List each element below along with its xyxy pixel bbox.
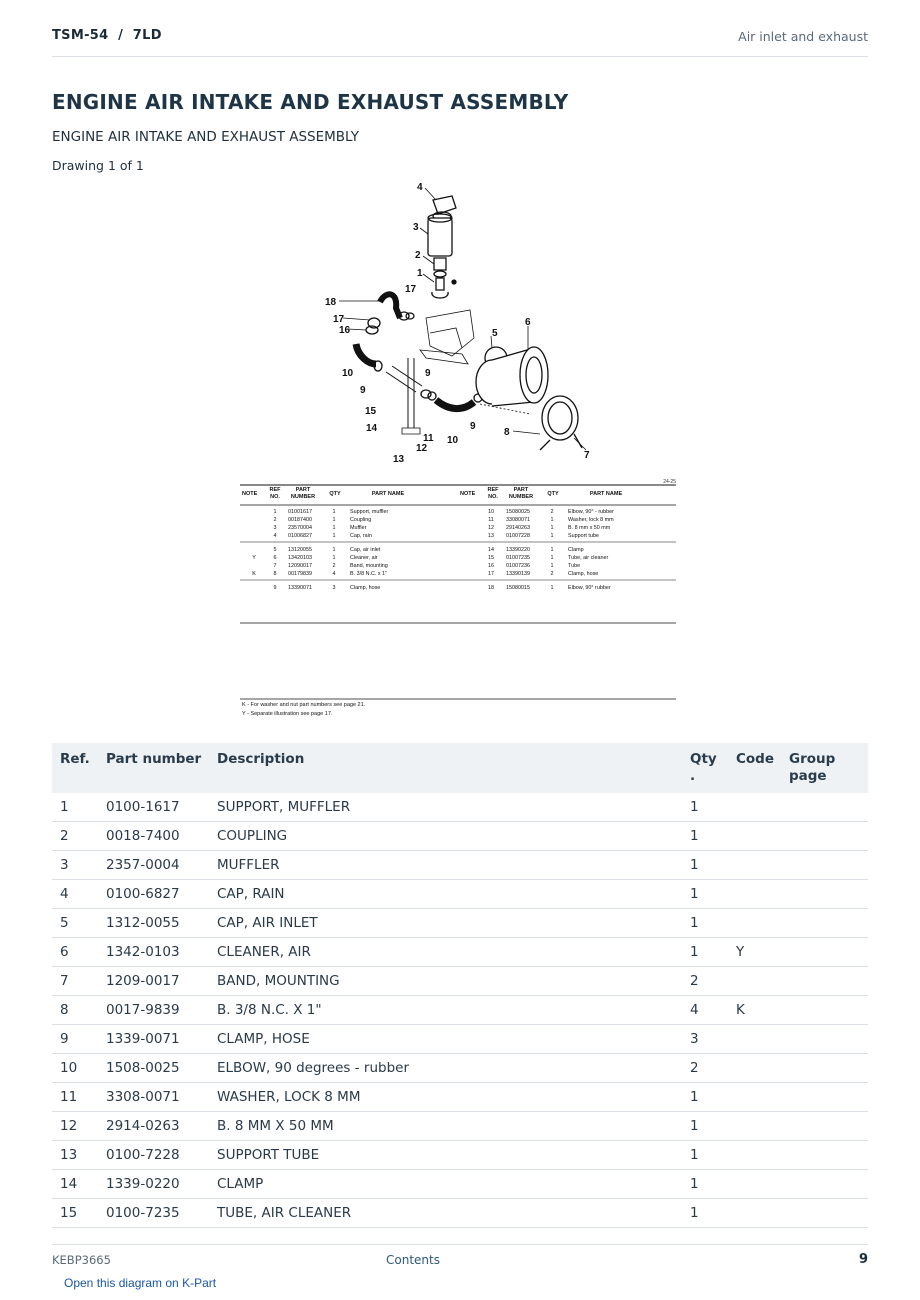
callout-16: 16 [339, 325, 351, 336]
row-group-page [781, 1025, 868, 1054]
callout-10: 10 [447, 435, 459, 446]
row-code [728, 822, 781, 851]
mini-cell-ref: 6 [273, 555, 277, 561]
drawing-illustration [356, 196, 582, 450]
row-ref: 2 [52, 822, 98, 851]
row-qty: 1 [682, 909, 728, 938]
callout-7: 7 [584, 450, 590, 461]
table-row [52, 1199, 868, 1228]
mini-cell-part: 15080025 [506, 509, 530, 515]
row-ref: 12 [52, 1112, 98, 1141]
mini-cell-qty: 1 [332, 547, 336, 553]
row-ref: 3 [52, 851, 98, 880]
row-qty: 1 [682, 880, 728, 909]
row-ref: 15 [52, 1199, 98, 1228]
mini-cell-ref: 12 [488, 525, 494, 531]
mini-cell-name: Clamp [568, 547, 584, 553]
mini-cell-ref: 15 [488, 555, 494, 561]
mini-cell-name: Elbow, 90° - rubber [568, 509, 614, 515]
row-group-page [781, 1083, 868, 1112]
row-qty: 2 [682, 1054, 728, 1083]
row-code [728, 1112, 781, 1141]
row-code: K [728, 996, 781, 1025]
mini-cell-qty: 1 [332, 509, 336, 515]
mini-cell-ref: 13 [488, 533, 494, 539]
callout-17: 17 [405, 284, 417, 295]
callout-2: 2 [415, 250, 421, 261]
mini-head-note: NOTE [460, 491, 476, 497]
row-description: CAP, RAIN [209, 880, 682, 909]
mini-cell-ref: 7 [273, 563, 277, 569]
row-group-page [781, 909, 868, 938]
row-code [728, 880, 781, 909]
mini-cell-part: 13390220 [506, 547, 530, 553]
callout-11: 11 [423, 433, 434, 444]
row-group-page [781, 1170, 868, 1199]
row-ref: 8 [52, 996, 98, 1025]
mini-cell-qty: 1 [550, 547, 554, 553]
drawing-ref-id: 24-25 [663, 479, 676, 485]
mini-cell-name: B. 3/8 N.C. x 1" [350, 571, 387, 577]
footer-divider [52, 1244, 868, 1245]
row-code [728, 1170, 781, 1199]
mini-cell-ref: 18 [488, 585, 494, 591]
mini-cell-name: Tube, air cleaner [568, 555, 609, 561]
row-qty: 1 [682, 938, 728, 967]
row-ref: 13 [52, 1141, 98, 1170]
mini-cell-qty: 1 [332, 555, 336, 561]
mini-head-ref: NO. [488, 494, 498, 500]
row-group-page [781, 938, 868, 967]
page-title: ENGINE AIR INTAKE AND EXHAUST ASSEMBLY [52, 90, 569, 114]
mini-cell-ref: 3 [273, 525, 277, 531]
row-group-page [781, 1112, 868, 1141]
row-code: Y [728, 938, 781, 967]
mini-cell-ref: 1 [273, 509, 277, 515]
mini-cell-name: B. 8 mm x 50 mm [568, 525, 611, 531]
row-description: MUFFLER [209, 851, 682, 880]
row-description: CAP, AIR INLET [209, 909, 682, 938]
mini-cell-name: Cap, rain [350, 533, 372, 539]
mini-head-part: PART [513, 487, 529, 493]
table-row [52, 909, 868, 938]
contents-link[interactable]: Contents [386, 1253, 440, 1267]
drawing-note-y: Y - Separate illustration see page 17. [242, 711, 333, 717]
row-ref: 5 [52, 909, 98, 938]
mini-head-name: PART NAME [371, 491, 405, 497]
row-qty: 1 [682, 1141, 728, 1170]
callout-9: 9 [425, 368, 431, 379]
mini-cell-ref: 5 [273, 547, 277, 553]
row-group-page [781, 967, 868, 996]
mini-head-part: PART [295, 487, 311, 493]
mini-cell-qty: 1 [332, 525, 336, 531]
mini-cell-name: Cap, air inlet [350, 547, 381, 553]
row-ref: 4 [52, 880, 98, 909]
row-part-number: 1342-0103 [98, 938, 209, 967]
mini-cell-qty: 1 [550, 525, 554, 531]
row-qty: 1 [682, 822, 728, 851]
mini-cell-part: 00179839 [288, 571, 312, 577]
table-row [52, 1170, 868, 1199]
mini-cell-ref: 10 [488, 509, 494, 515]
mini-head-note: NOTE [242, 491, 258, 497]
mini-cell-qty: 1 [550, 563, 554, 569]
mini-cell-qty: 2 [550, 509, 554, 515]
callout-3: 3 [413, 222, 419, 233]
mini-cell-part: 01007236 [506, 563, 530, 569]
row-description: B. 8 MM X 50 MM [209, 1112, 682, 1141]
row-ref: 11 [52, 1083, 98, 1112]
row-description: BAND, MOUNTING [209, 967, 682, 996]
mini-head-ref: NO. [270, 494, 280, 500]
mini-cell-qty: 1 [332, 533, 336, 539]
callout-12: 12 [416, 443, 428, 454]
mini-cell-qty: 1 [550, 533, 554, 539]
col-description: Description [209, 743, 682, 793]
mini-cell-name: Support, muffler [350, 509, 389, 515]
row-part-number: 2357-0004 [98, 851, 209, 880]
row-qty: 1 [682, 851, 728, 880]
table-row [52, 1141, 868, 1170]
mini-cell-ref: 16 [488, 563, 494, 569]
row-group-page [781, 880, 868, 909]
mini-cell-qty: 2 [550, 571, 554, 577]
table-row [52, 1054, 868, 1083]
row-description: CLAMP, HOSE [209, 1025, 682, 1054]
mini-cell-qty: 4 [332, 571, 336, 577]
mini-cell-ref: 14 [488, 547, 494, 553]
row-description: CLEANER, AIR [209, 938, 682, 967]
mini-cell-ref: 11 [488, 517, 494, 523]
mini-cell-part: 12090017 [288, 563, 312, 569]
mini-cell-name: Muffler [350, 525, 367, 531]
mini-cell-ref: 9 [273, 585, 277, 591]
row-qty: 1 [682, 1083, 728, 1112]
mini-cell-ref: 4 [273, 533, 277, 539]
table-row [52, 880, 868, 909]
col-qty: Qty . [682, 743, 728, 793]
table-row [52, 1112, 868, 1141]
table-row [52, 967, 868, 996]
page-number: 9 [858, 1252, 868, 1267]
row-group-page [781, 996, 868, 1025]
mini-cell-part: 29140263 [506, 525, 530, 531]
row-qty: 3 [682, 1025, 728, 1054]
table-row [52, 1083, 868, 1112]
row-code [728, 1199, 781, 1228]
mini-head-qty: QTY [547, 491, 559, 497]
row-ref: 14 [52, 1170, 98, 1199]
row-code [728, 909, 781, 938]
mini-cell-name: Support tube [568, 533, 599, 539]
row-part-number: 0100-1617 [98, 793, 209, 822]
mini-cell-ref: 2 [273, 517, 277, 523]
mini-cell-name: Band, mounting [350, 563, 388, 569]
row-description: TUBE, AIR CLEANER [209, 1199, 682, 1228]
row-part-number: 1339-0220 [98, 1170, 209, 1199]
drawing-note-k: K - For washer and nut part numbers see page 21. [242, 702, 366, 708]
row-description: SUPPORT TUBE [209, 1141, 682, 1170]
mini-cell-qty: 1 [550, 555, 554, 561]
mini-cell-name: Clamp, hose [350, 585, 381, 591]
col-group-page: Group page [781, 743, 868, 793]
mini-cell-name: Tube [568, 563, 581, 569]
row-ref: 6 [52, 938, 98, 967]
row-qty: 1 [682, 1112, 728, 1141]
row-code [728, 967, 781, 996]
row-qty: 4 [682, 996, 728, 1025]
row-code [728, 851, 781, 880]
parts-table-header [52, 743, 868, 793]
mini-head-qty: QTY [329, 491, 341, 497]
section-name: Air inlet and exhaust [738, 29, 868, 44]
exploded-parts-drawing [230, 178, 690, 730]
mini-head-part: NUMBER [508, 494, 534, 500]
row-qty: 1 [682, 1170, 728, 1199]
mini-cell-part: 13390071 [288, 585, 312, 591]
mini-head-name: PART NAME [589, 491, 623, 497]
row-part-number: 1339-0071 [98, 1025, 209, 1054]
row-code [728, 1025, 781, 1054]
row-qty: 2 [682, 967, 728, 996]
mini-cell-note: Y [252, 555, 256, 561]
mini-cell-part: 33080071 [506, 517, 530, 523]
col-ref: Ref. [52, 743, 98, 793]
mini-head-ref: REF [487, 487, 499, 493]
mini-cell-part: 13390139 [506, 571, 530, 577]
mini-cell-qty: 1 [550, 585, 554, 591]
row-description: COUPLING [209, 822, 682, 851]
mini-cell-name: Elbow, 90° rubber [568, 585, 611, 591]
callout-13: 13 [393, 454, 405, 465]
row-group-page [781, 793, 868, 822]
drawing-table-header [242, 487, 622, 500]
row-description: B. 3/8 N.C. X 1" [209, 996, 682, 1025]
footer-document-code: KEBP3665 [52, 1253, 111, 1267]
callout-17: 17 [333, 314, 345, 325]
mini-cell-part: 15080015 [506, 585, 530, 591]
row-group-page [781, 851, 868, 880]
callout-18: 18 [325, 297, 337, 308]
drawing-label: Drawing 1 of 1 [52, 158, 144, 173]
mini-cell-qty: 1 [332, 517, 336, 523]
row-part-number: 3308-0071 [98, 1083, 209, 1112]
row-qty: 1 [682, 793, 728, 822]
mini-cell-part: 01001617 [288, 509, 312, 515]
page-subtitle: ENGINE AIR INTAKE AND EXHAUST ASSEMBLY [52, 129, 360, 145]
table-row [52, 1025, 868, 1054]
mini-cell-name: Washer, lock 8 mm [568, 517, 614, 523]
row-code [728, 793, 781, 822]
row-part-number: 0100-7235 [98, 1199, 209, 1228]
table-row [52, 793, 868, 822]
callout-9: 9 [470, 421, 476, 432]
callout-15: 15 [365, 406, 377, 417]
row-code [728, 1083, 781, 1112]
col-part-number: Part number [98, 743, 209, 793]
row-group-page [781, 1199, 868, 1228]
mini-cell-name: Clamp, hose [568, 571, 599, 577]
mini-cell-qty: 2 [332, 563, 336, 569]
row-qty: 1 [682, 1199, 728, 1228]
document-id: TSM-54 / 7LD [52, 28, 162, 43]
callout-10: 10 [342, 368, 354, 379]
row-ref: 1 [52, 793, 98, 822]
row-part-number: 1508-0025 [98, 1054, 209, 1083]
row-ref: 9 [52, 1025, 98, 1054]
table-row [52, 851, 868, 880]
mini-cell-qty: 3 [332, 585, 336, 591]
mini-cell-part: 01007228 [506, 533, 530, 539]
mini-cell-qty: 1 [550, 517, 554, 523]
row-description: ELBOW, 90 degrees - rubber [209, 1054, 682, 1083]
mini-cell-part: 13120055 [288, 547, 312, 553]
row-part-number: 1209-0017 [98, 967, 209, 996]
table-row [52, 996, 868, 1025]
row-part-number: 0100-6827 [98, 880, 209, 909]
callout-6: 6 [525, 317, 531, 328]
mini-cell-name: Cleaner, air [350, 555, 378, 561]
callout-8: 8 [504, 427, 510, 438]
row-part-number: 0018-7400 [98, 822, 209, 851]
page-header [52, 28, 868, 57]
mini-cell-ref: 8 [273, 571, 277, 577]
row-description: CLAMP [209, 1170, 682, 1199]
mini-cell-ref: 17 [488, 571, 494, 577]
open-diagram-link[interactable]: Open this diagram on K-Part [64, 1276, 217, 1290]
row-code [728, 1141, 781, 1170]
mini-cell-part: 13420103 [288, 555, 312, 561]
row-part-number: 0017-9839 [98, 996, 209, 1025]
row-description: SUPPORT, MUFFLER [209, 793, 682, 822]
mini-head-ref: REF [269, 487, 281, 493]
callout-14: 14 [366, 423, 378, 434]
row-ref: 10 [52, 1054, 98, 1083]
col-code: Code [728, 743, 781, 793]
table-row [52, 938, 868, 967]
row-code [728, 1054, 781, 1083]
callout-1: 1 [417, 268, 423, 279]
row-part-number: 1312-0055 [98, 909, 209, 938]
mini-cell-part: 00187400 [288, 517, 312, 523]
row-group-page [781, 1054, 868, 1083]
mini-head-part: NUMBER [290, 494, 316, 500]
mini-cell-note: K [252, 571, 256, 577]
mini-cell-part: 01006827 [288, 533, 312, 539]
row-part-number: 0100-7228 [98, 1141, 209, 1170]
mini-cell-part: 01007235 [506, 555, 530, 561]
mini-cell-part: 23570004 [288, 525, 312, 531]
row-description: WASHER, LOCK 8 MM [209, 1083, 682, 1112]
drawing-table-rows [240, 509, 676, 591]
table-row [52, 822, 868, 851]
row-ref: 7 [52, 967, 98, 996]
mini-cell-name: Coupling [350, 517, 372, 523]
callout-5: 5 [492, 328, 498, 339]
row-group-page [781, 1141, 868, 1170]
callout-4: 4 [417, 182, 423, 193]
parts-table [52, 743, 868, 1228]
row-group-page [781, 822, 868, 851]
callout-9: 9 [360, 385, 366, 396]
row-part-number: 2914-0263 [98, 1112, 209, 1141]
